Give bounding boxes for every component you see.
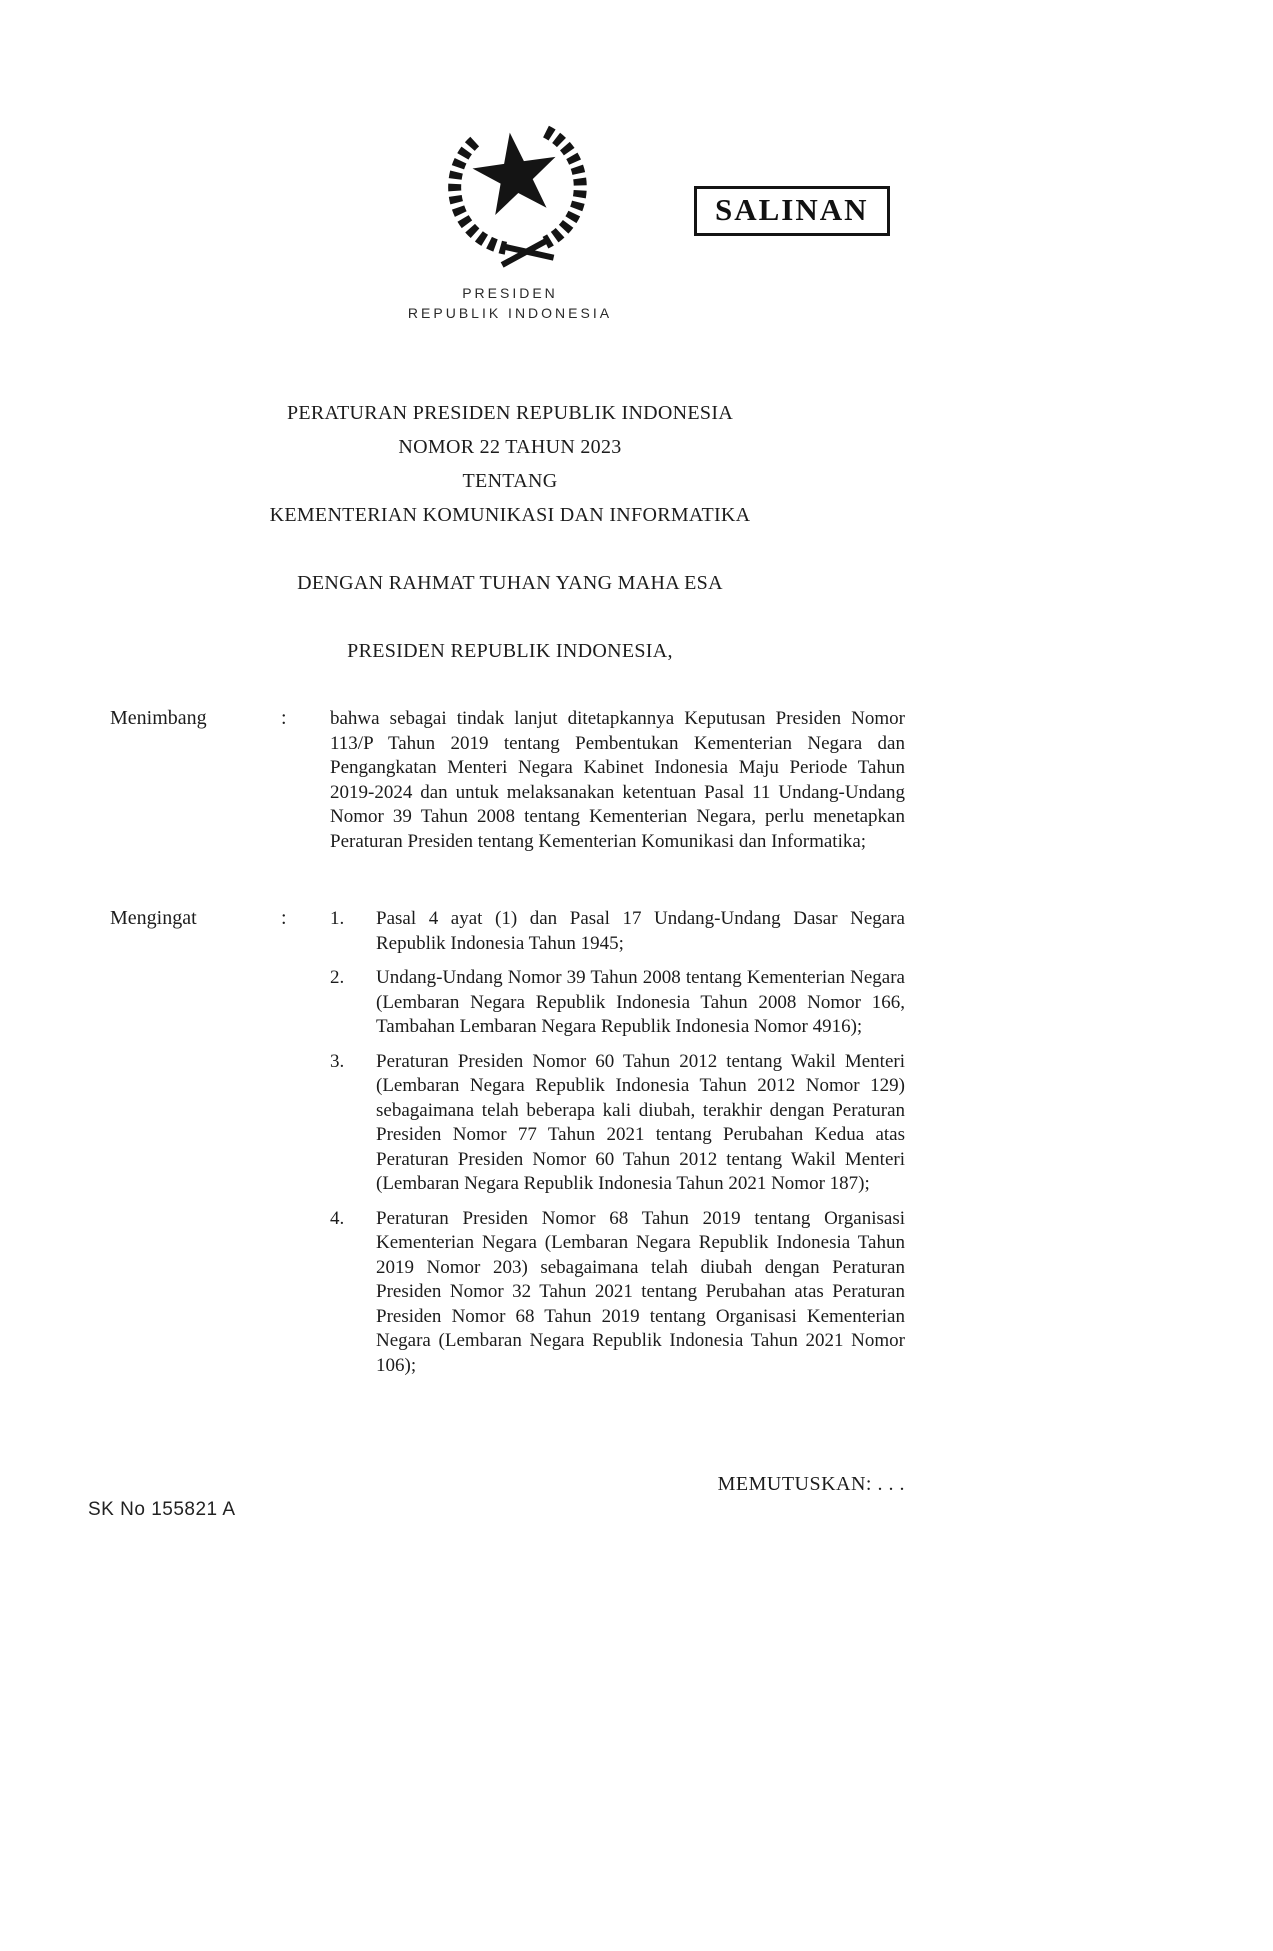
salinan-stamp xyxy=(694,186,890,236)
list-item xyxy=(330,966,905,1040)
list-item xyxy=(330,1050,905,1197)
list-item-text: Peraturan Presiden Nomor 68 Tahun 2019 tentang Organisasi Kementerian Negara (Lembaran Negara Republik Indonesia Tahun 2019 Nomor 203) sebagaimana telah diubah dengan Peraturan Presiden Nomor 32 Tahun 2021 tentang Perubahan atas Peraturan Presiden Nomor 68 Tahun 2019 tentang Organisasi Kementerian Negara (Lembaran Negara Republik Indonesia Tahun 2021 Nomor 106); xyxy=(376,1207,905,1376)
salinan-stamp-label: SALINAN xyxy=(715,192,869,227)
mengingat-label: Mengingat xyxy=(110,907,197,929)
list-item-text: Pasal 4 ayat (1) dan Pasal 17 Undang-Undang Dasar Negara Republik Indonesia Tahun 1945; xyxy=(376,908,905,954)
authority-line: PRESIDEN REPUBLIK INDONESIA, xyxy=(347,640,673,662)
letterhead-line-presiden: PRESIDEN xyxy=(462,285,558,301)
list-item-number: 4. xyxy=(330,1207,345,1229)
list-item xyxy=(330,907,905,956)
list-item-number: 1. xyxy=(330,908,345,929)
title-line-4: KEMENTERIAN KOMUNIKASI DAN INFORMATIKA xyxy=(269,504,751,526)
letterhead-line-republik: REPUBLIK INDONESIA xyxy=(407,305,613,321)
menimbang-text: bahwa sebagai tindak lanjut ditetapkannya Keputusan Presiden Nomor 113/P Tahun 2019 tentang Pembentukan Kementerian Negara dan Pengangkatan Menteri Negara Kabinet Indonesia Maju Periode Tahun 2019-2024 dan untuk melaksanakan ketentuan Pasal 11 Undang-Undang Nomor 39 Tahun 2008 tentang Kementerian Negara, perlu menetapkan Peraturan Presiden tentang Kementerian Komunikasi dan Informatika; xyxy=(330,708,905,852)
list-item xyxy=(330,1207,905,1379)
title-line-1: PERATURAN PRESIDEN REPUBLIK INDONESIA xyxy=(286,402,734,424)
star-shape xyxy=(468,127,562,217)
menimbang-label: Menimbang xyxy=(110,707,207,729)
document-code: SK No 155821 A xyxy=(88,1499,236,1520)
title-block xyxy=(150,396,870,532)
invocation-line: DENGAN RAHMAT TUHAN YANG MAHA ESA xyxy=(297,572,723,594)
list-item-text: Undang-Undang Nomor 39 Tahun 2008 tentang Kementerian Negara (Lembaran Negara Republik Indonesia Tahun 2008 Nomor 166, Tambahan Lembaran Negara Republik Indonesia Nomor 4916); xyxy=(376,967,905,1037)
presidential-seal-icon xyxy=(436,116,600,270)
menimbang-colon: : xyxy=(281,707,287,729)
continuation-marker: MEMUTUSKAN: . . . xyxy=(717,1473,905,1495)
letterhead xyxy=(350,283,670,323)
title-line-3: TENTANG xyxy=(462,470,558,492)
title-line-2: NOMOR 22 TAHUN 2023 xyxy=(398,436,622,458)
list-item-text: Peraturan Presiden Nomor 60 Tahun 2012 tentang Wakil Menteri (Lembaran Negara Republik Indonesia Tahun 2012 Nomor 129) sebagaimana telah beberapa kali diubah, terakhir dengan Peraturan Presiden Nomor 77 Tahun 2021 tentang Perubahan Kedua atas Peraturan Presiden Nomor 60 Tahun 2012 tentang Wakil Menteri (Lembaran Negara Republik Indonesia Tahun 2021 Nomor 187); xyxy=(376,1050,905,1194)
list-item-number: 3. xyxy=(330,1050,345,1072)
list-item-number: 2. xyxy=(330,967,345,988)
mengingat-list xyxy=(330,907,905,1388)
mengingat-colon: : xyxy=(281,907,287,929)
